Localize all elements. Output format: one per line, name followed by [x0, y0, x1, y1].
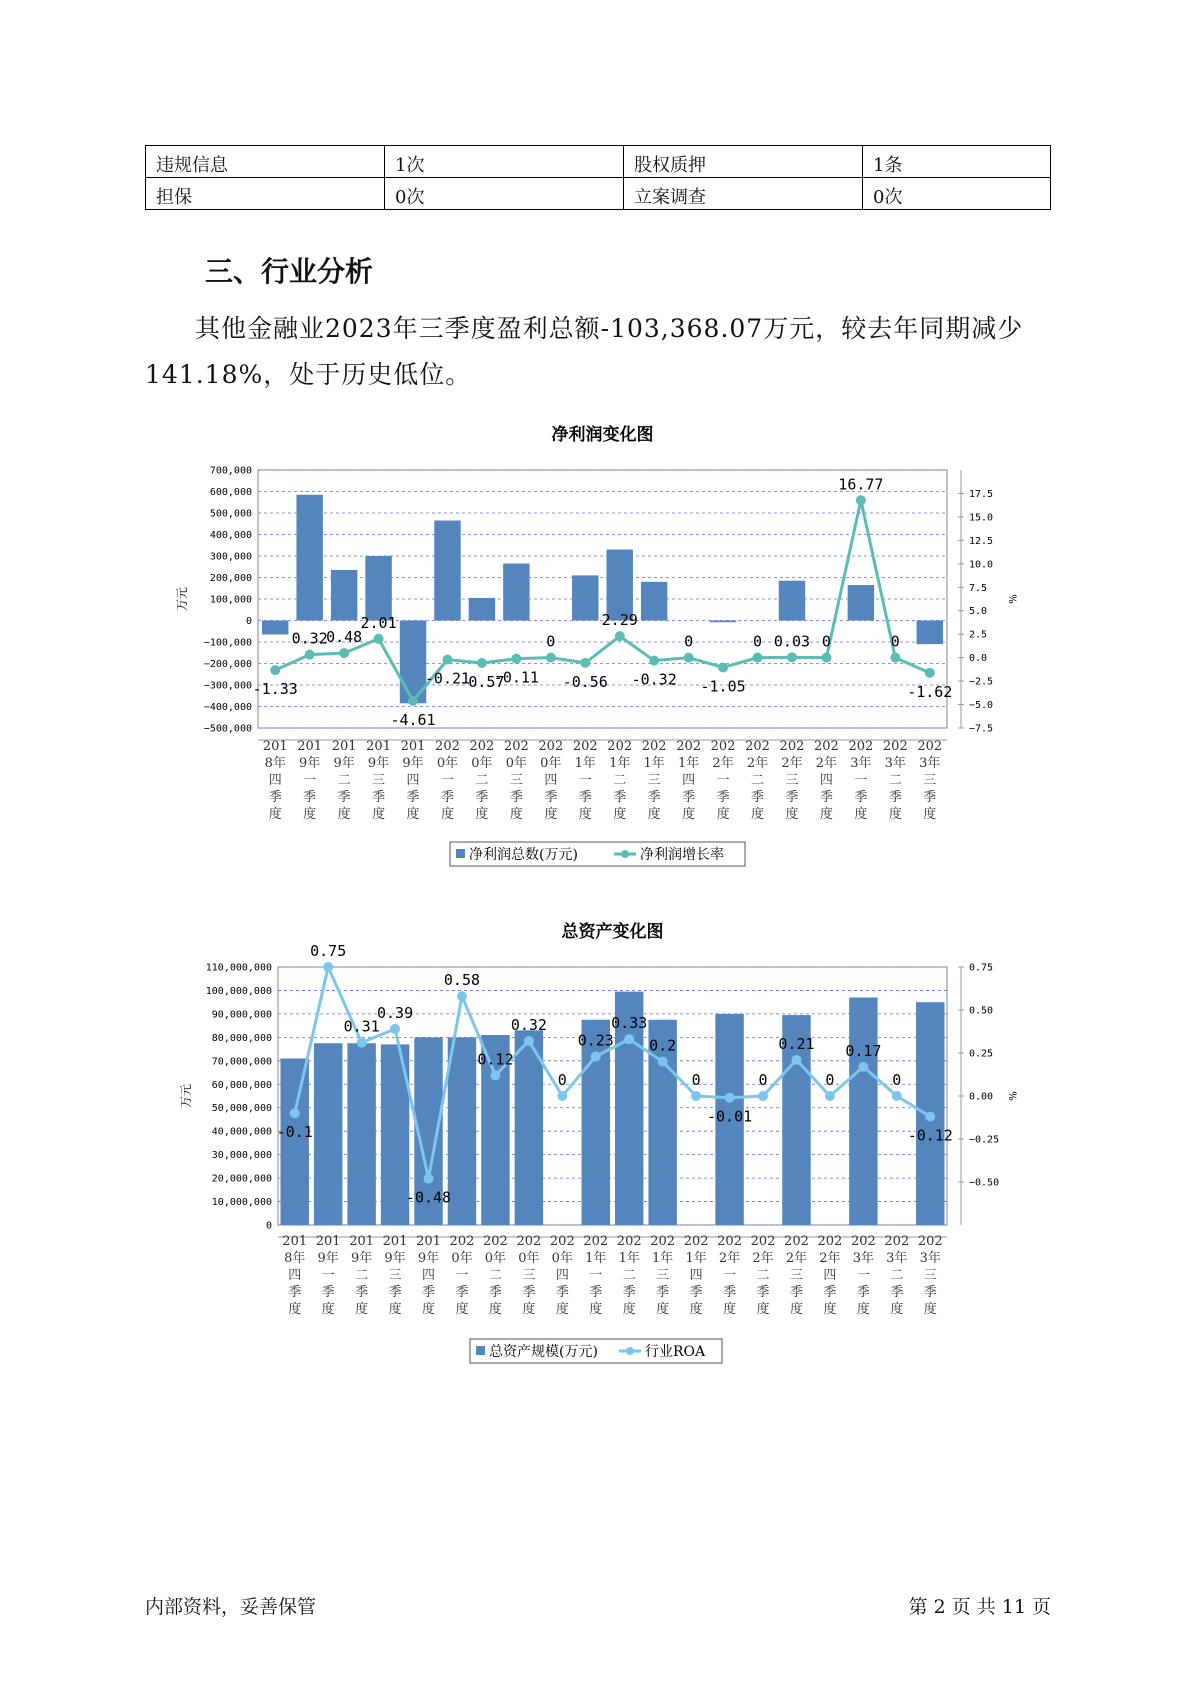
data-label: 0	[753, 632, 763, 651]
line-point	[374, 634, 384, 644]
line-point	[758, 1091, 768, 1101]
data-label: 0	[821, 632, 831, 651]
y2-tick-label: −0.50	[969, 1177, 1000, 1189]
x-tick-label: 201 8年四季度	[262, 739, 288, 822]
y-tick-label: 50,000,000	[211, 1103, 272, 1115]
line-point	[787, 652, 797, 662]
x-tick-label: 202 2年一季度	[710, 739, 736, 822]
x-tick-label: 202 1年三季度	[650, 1234, 676, 1317]
data-label: 0.33	[611, 1014, 648, 1033]
y-tick-label: 700,000	[209, 465, 252, 477]
y-tick-label: 0	[265, 1220, 272, 1232]
y2-tick-label: 10.0	[969, 559, 994, 571]
x-tick-label: 202 1年二季度	[616, 1234, 642, 1317]
line-point	[442, 655, 452, 665]
table-cell: 股权质押	[624, 146, 863, 178]
section-title: 三、行业分析	[205, 255, 374, 288]
y-tick-label: 40,000,000	[211, 1126, 272, 1138]
line-point	[580, 658, 590, 668]
data-label: 0.32	[291, 629, 328, 648]
bar	[641, 582, 667, 621]
y2-tick-label: −7.5	[969, 723, 994, 735]
line-point	[691, 1091, 701, 1101]
y-tick-label: 200,000	[209, 573, 252, 584]
table-cell: 1次	[385, 146, 624, 178]
analysis-paragraph: 其他金融业2023年三季度盈利总额-103,368.07万元，较去年同期减少141.18%，处于历史低位。	[145, 314, 1024, 389]
x-tick-label: 202 1年一季度	[583, 1234, 609, 1317]
data-label: 0.48	[326, 628, 363, 647]
y2-tick-label: 5.0	[969, 606, 988, 618]
data-label: 0.2	[649, 1036, 677, 1055]
y-tick-label: −200,000	[203, 659, 252, 670]
line-point	[339, 648, 349, 658]
line-point	[658, 1057, 668, 1067]
data-label: -0.56	[562, 672, 608, 691]
y2-tick-label: 12.5	[969, 535, 994, 547]
table-cell: 违规信息	[146, 146, 385, 178]
line-point	[615, 631, 625, 641]
y-axis-label: 万元	[175, 586, 189, 612]
line-point	[624, 1034, 634, 1044]
x-tick-label: 202 0年四季度	[538, 739, 564, 822]
data-label: -0.11	[493, 668, 539, 687]
x-tick-label: 201 9年二季度	[349, 1234, 375, 1317]
bar	[572, 575, 598, 620]
table-cell: 担保	[146, 178, 385, 210]
line-point	[925, 668, 935, 678]
bar	[917, 621, 943, 645]
x-tick-label: 202 2年三季度	[784, 1234, 809, 1317]
data-label: 0.58	[443, 971, 481, 990]
data-label: 0.75	[310, 942, 347, 960]
x-tick-label: 202 2年三季度	[779, 739, 805, 822]
legend-line-label: 行业ROA	[645, 1344, 706, 1360]
y2-tick-label: −2.5	[969, 676, 994, 688]
bar	[331, 570, 357, 621]
legend-bar-label: 净利润总数(万元)	[469, 847, 578, 863]
bar	[448, 1037, 476, 1225]
footer-note: 内部资料，妥善保管	[145, 1596, 317, 1618]
line-point	[890, 653, 900, 663]
x-tick-label: 202 1年四季度	[683, 1234, 709, 1317]
table-cell: 1条	[863, 146, 1051, 178]
line-point	[546, 653, 556, 663]
line-point	[649, 656, 659, 666]
chart-title: 净利润变化图	[551, 425, 654, 445]
data-label: -4.61	[390, 710, 436, 729]
line-point	[524, 1036, 534, 1046]
y-tick-label: −300,000	[203, 680, 252, 692]
x-tick-label: 202 1年三季度	[641, 739, 667, 822]
bar	[262, 621, 288, 635]
table-cell: 0次	[863, 178, 1051, 210]
line-point	[821, 653, 831, 663]
x-tick-label: 202 0年四季度	[549, 1234, 575, 1317]
data-label: -1.05	[700, 677, 746, 696]
y-tick-label: 0	[245, 616, 252, 627]
data-label: 0.23	[577, 1031, 614, 1050]
line-point	[511, 654, 521, 664]
y-tick-label: 70,000,000	[211, 1056, 272, 1068]
x-tick-label: 201 9年四季度	[400, 739, 426, 822]
x-tick-label: 201 9年一季度	[315, 1234, 341, 1317]
line-point	[323, 962, 333, 972]
y-tick-label: 100,000,000	[205, 985, 272, 997]
y-tick-label: −100,000	[203, 637, 252, 649]
y-tick-label: 80,000,000	[211, 1032, 272, 1044]
data-label: 0	[684, 632, 694, 651]
y-tick-label: 500,000	[209, 508, 252, 520]
y2-tick-label: 0.75	[969, 962, 994, 974]
y-tick-label: 60,000,000	[211, 1079, 272, 1091]
line-point	[305, 650, 315, 660]
x-tick-label: 202 0年三季度	[516, 1234, 542, 1317]
data-label: 0	[557, 1071, 567, 1089]
x-tick-label: 202 3年二季度	[882, 739, 908, 822]
line-point	[357, 1038, 367, 1048]
x-tick-label: 202 0年一季度	[435, 739, 460, 822]
y-tick-label: 20,000,000	[211, 1173, 272, 1185]
x-tick-label: 202 0年二季度	[469, 739, 495, 822]
bar	[296, 495, 322, 621]
data-label: 0	[825, 1071, 835, 1089]
line-point	[858, 1062, 868, 1072]
x-tick-label: 202 2年二季度	[745, 739, 770, 822]
data-label: -0.01	[706, 1107, 753, 1126]
x-tick-label: 201 9年二季度	[331, 739, 357, 822]
table-row	[146, 178, 1051, 210]
y-tick-label: 30,000,000	[211, 1150, 272, 1162]
legend-bar-swatch	[456, 849, 465, 858]
data-label: 0	[546, 632, 556, 651]
data-label: 2.01	[360, 613, 397, 632]
legend-bar-swatch	[476, 1346, 485, 1355]
x-tick-label: 202 2年一季度	[717, 1234, 742, 1317]
bar	[469, 598, 495, 621]
bar	[848, 585, 874, 620]
y-tick-label: −400,000	[203, 702, 252, 713]
bar	[607, 550, 633, 621]
y2-tick-label: 17.5	[969, 488, 994, 500]
x-tick-label: 201 8年四季度	[282, 1234, 308, 1317]
bar	[365, 556, 391, 621]
data-label: 0.31	[343, 1017, 380, 1036]
line-point	[684, 653, 694, 663]
net-profit-chart	[0, 418, 1191, 878]
data-label: -0.48	[405, 1188, 452, 1207]
y-tick-label: 400,000	[209, 530, 252, 541]
bar	[849, 997, 877, 1225]
y-tick-label: 600,000	[209, 487, 252, 498]
data-label: -0.32	[631, 670, 677, 689]
x-tick-label: 202 3年一季度	[848, 739, 874, 822]
table-cell: 立案调查	[624, 178, 863, 210]
bar	[281, 1058, 309, 1225]
y2-tick-label: 0.25	[969, 1048, 994, 1060]
data-label: 2.29	[601, 611, 638, 630]
x-tick-label: 202 3年三季度	[917, 739, 943, 822]
data-label: 0	[890, 632, 900, 651]
line-point	[825, 1091, 835, 1101]
info-table	[145, 145, 1051, 210]
y-tick-label: 10,000,000	[211, 1197, 272, 1209]
line-point	[925, 1112, 935, 1122]
y2-axis-label: %	[1006, 594, 1017, 604]
data-label: 0.39	[377, 1003, 414, 1022]
y-tick-label: −500,000	[203, 723, 252, 735]
x-tick-label: 202 0年一季度	[449, 1234, 475, 1317]
x-tick-label: 202 3年三季度	[917, 1234, 943, 1317]
y2-tick-label: 7.5	[969, 582, 988, 594]
y2-axis-label: %	[1006, 1091, 1017, 1101]
y2-tick-label: −5.0	[969, 700, 994, 712]
line-point	[490, 1070, 500, 1080]
line-point	[270, 665, 280, 675]
chart-title: 总资产变化图	[561, 922, 664, 942]
line-point	[408, 696, 418, 706]
x-tick-label: 202 1年二季度	[607, 739, 633, 822]
x-tick-label: 202 1年一季度	[572, 739, 598, 822]
x-tick-label: 202 1年四季度	[676, 739, 702, 822]
y2-tick-label: 0.00	[969, 1091, 994, 1103]
line-point	[424, 1174, 434, 1184]
data-label: -1.33	[252, 680, 298, 699]
line-point	[591, 1051, 601, 1061]
x-tick-label: 202 2年四季度	[817, 1234, 843, 1317]
y2-tick-label: 0.50	[969, 1005, 994, 1017]
legend-line-label: 净利润增长率	[640, 847, 724, 863]
x-tick-label: 202 0年二季度	[483, 1234, 508, 1317]
x-tick-label: 202 2年四季度	[814, 739, 839, 822]
y-tick-label: 300,000	[209, 551, 252, 563]
bar	[314, 1043, 342, 1225]
data-label: 0.03	[773, 632, 811, 651]
y-tick-label: 90,000,000	[211, 1009, 272, 1021]
bar	[779, 581, 805, 621]
data-label: -1.62	[907, 682, 953, 701]
y2-tick-label: 15.0	[969, 512, 994, 524]
legend-line-marker	[626, 1347, 634, 1355]
table-row	[146, 146, 1051, 178]
y2-tick-label: −0.25	[969, 1134, 1000, 1146]
legend-line-marker	[621, 850, 629, 858]
bar	[347, 1043, 375, 1225]
x-tick-label: 201 9年三季度	[366, 739, 391, 822]
line-point	[791, 1055, 801, 1065]
legend-bar-label: 总资产规模(万元)	[489, 1344, 598, 1360]
x-tick-label: 202 0年三季度	[503, 739, 529, 822]
x-tick-label: 202 3年二季度	[884, 1234, 910, 1317]
y-tick-label: 110,000,000	[205, 962, 272, 974]
line-point	[390, 1024, 400, 1034]
y-tick-label: 100,000	[209, 594, 252, 606]
data-label: 0.21	[778, 1034, 815, 1053]
bar	[434, 521, 460, 621]
line-point	[718, 662, 728, 672]
total-assets-chart	[0, 915, 1191, 1375]
x-tick-label: 201 9年一季度	[297, 739, 323, 822]
data-label: 0	[758, 1071, 768, 1089]
line-point	[557, 1091, 567, 1101]
x-tick-label: 202 3年一季度	[850, 1234, 876, 1317]
data-label: 0.32	[510, 1015, 547, 1034]
line-point	[725, 1093, 735, 1103]
line-point	[753, 653, 763, 663]
line-point	[892, 1091, 902, 1101]
line-point	[457, 991, 467, 1001]
data-label: 0.12	[477, 1050, 514, 1069]
line-point	[477, 658, 487, 668]
data-label: -0.1	[276, 1123, 313, 1142]
data-label: -0.12	[907, 1126, 953, 1145]
y2-tick-label: 0.0	[969, 653, 988, 665]
data-label: -0.57	[459, 672, 505, 691]
line-point	[856, 495, 866, 505]
data-label: -0.21	[424, 669, 471, 688]
x-tick-label: 201 9年三季度	[382, 1234, 408, 1317]
data-label: 0	[691, 1071, 701, 1089]
data-label: 0.17	[845, 1041, 882, 1060]
x-tick-label: 202 2年二季度	[750, 1234, 776, 1317]
x-tick-label: 201 9年四季度	[416, 1234, 441, 1317]
table-cell: 0次	[385, 178, 624, 210]
bar	[503, 564, 529, 621]
line-point	[290, 1108, 300, 1118]
data-label: 16.77	[838, 475, 884, 494]
y2-tick-label: 2.5	[969, 629, 988, 641]
page-number: 第 2 页 共 11 页	[908, 1596, 1051, 1618]
bar	[710, 621, 736, 623]
y-axis-label: 万元	[179, 1083, 193, 1109]
data-label: 0	[892, 1071, 902, 1089]
